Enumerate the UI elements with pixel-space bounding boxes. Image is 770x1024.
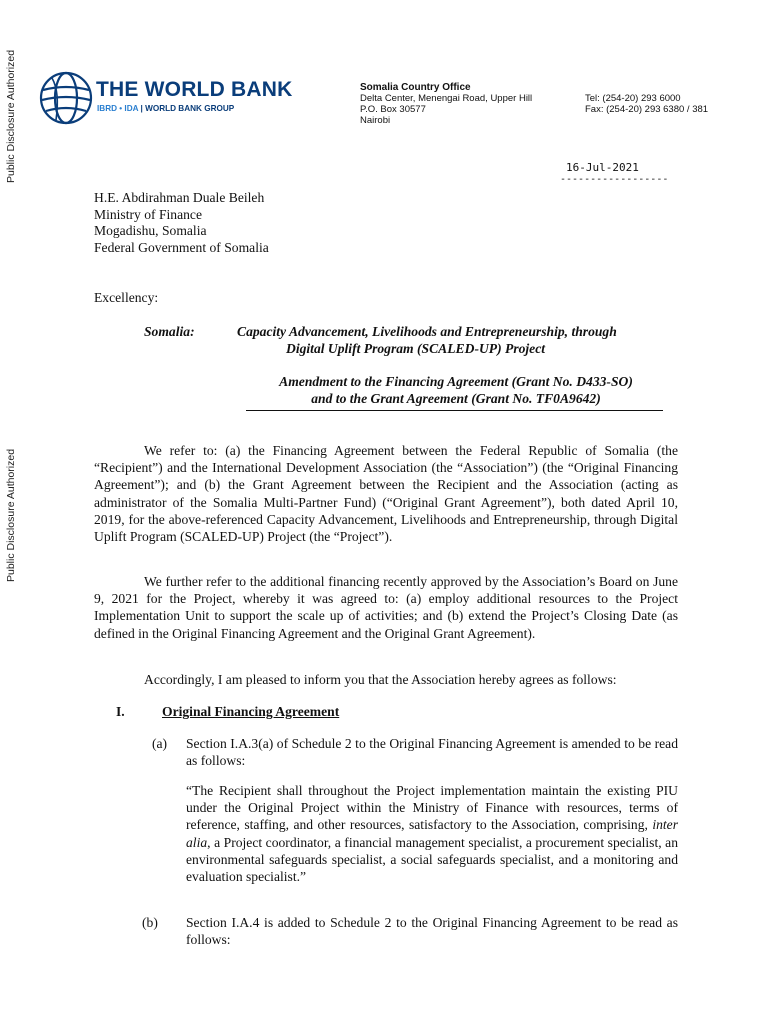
quote-part2: , a Project coordinator, a financial management specialist, a procurement specialist, an environmental safeguards specialist, a social safeguards specialist, and a monitoring and evaluation specialist.” (186, 834, 678, 885)
addressee-line: H.E. Abdirahman Duale Beileh (94, 190, 265, 205)
item-text-a: Section I.A.3(a) of Schedule 2 to the Original Financing Agreement is amended to be read as follows: (186, 736, 678, 769)
office-address-block (360, 82, 560, 126)
body-paragraph-1: We refer to: (a) the Financing Agreement between the Federal Republic of Somalia (the “Recipient”) and the International Development Association (the “Association”) (the “Original Financing Agreement”); and (b) the Grant Agreement between the Recipient and the Association (acting as administrator of the Somalia Multi-Partner Fund) (“Original Grant Agreement”), both dated April 10, 2019, for the above-referenced Capacity Advancement, Livelihoods and Entrepreneurship, through Digital Uplift Program (SCALED-UP) Project (the “Project”). (94, 443, 678, 545)
office-address-line: Nairobi (360, 115, 391, 126)
amendment-quote (186, 782, 678, 885)
body-paragraph-3: Accordingly, I am pleased to inform you that the Association hereby agrees as follows: (144, 672, 617, 687)
office-name: Somalia Country Office (360, 82, 471, 93)
addressee-line: Mogadishu, Somalia (94, 223, 207, 238)
body-paragraph-2: We further refer to the additional financing recently approved by the Association’s Board on June 9, 2021 for the Project, whereby it was agreed to: (a) employ additional resources to the Project Implementation Unit to support the scale up of activities; and (b) extend the Project’s Closing Date (as defined in the Original Financing Agreement and the Original Grant Agreement). (94, 574, 678, 641)
subject-amendment-line1: Amendment to the Financing Agreement (Grant No. D433-SO) (279, 374, 633, 389)
salutation: Excellency: (94, 290, 159, 305)
addressee-line: Ministry of Finance (94, 206, 202, 222)
subject-amendment-line2: and to the Grant Agreement (Grant No. TF0A9642) (311, 391, 601, 406)
logo-ibrd-ida: IBRD • IDA (97, 104, 139, 113)
subject-project-line2: Digital Uplift Program (SCALED-UP) Project (286, 341, 546, 356)
addressee-line: Federal Government of Somalia (94, 239, 269, 255)
office-address-line: P.O. Box 30577 (360, 104, 426, 115)
subject-country: Somalia: (144, 324, 195, 339)
world-bank-logo (38, 70, 94, 131)
public-disclosure-watermark-middle: Public Disclosure Authorized (5, 448, 17, 582)
letter-date: 16-Jul-2021 (566, 161, 639, 174)
office-contact-block (585, 93, 755, 115)
quote-italic: inter alia (186, 817, 678, 850)
office-tel: Tel: (254-20) 293 6000 (585, 93, 681, 104)
quote-part1: “The Recipient shall throughout the Project implementation maintain the existing PIU under the Original Project within the Ministry of Finance with resources, terms of reference, staffing, and other resources, satisfactory to the Association, comprising, (186, 783, 678, 833)
addressee-block (94, 190, 269, 256)
logo-group: WORLD BANK GROUP (145, 104, 235, 113)
logo-subtitle (97, 104, 234, 113)
subject-underline (246, 410, 663, 411)
item-text-b: Section I.A.4 is added to Schedule 2 to the Original Financing Agreement to be read as follows: (186, 915, 678, 948)
date-underline: ------------------ (560, 174, 669, 185)
item-label-a: (a) (152, 736, 168, 751)
globe-icon (38, 70, 94, 126)
section-title: Original Financing Agreement (162, 704, 340, 719)
item-label-b: (b) (142, 915, 158, 930)
office-address-line: Delta Center, Menengai Road, Upper Hill (360, 93, 533, 104)
office-fax: Fax: (254-20) 293 6380 / 381 (585, 104, 709, 115)
logo-title: THE WORLD BANK (96, 78, 293, 101)
public-disclosure-watermark-top: Public Disclosure Authorized (5, 49, 17, 183)
subject-project-line1: Capacity Advancement, Livelihoods and Entrepreneurship, through (237, 324, 617, 339)
section-number: I. (116, 704, 125, 719)
logo-separator: | (140, 104, 143, 113)
